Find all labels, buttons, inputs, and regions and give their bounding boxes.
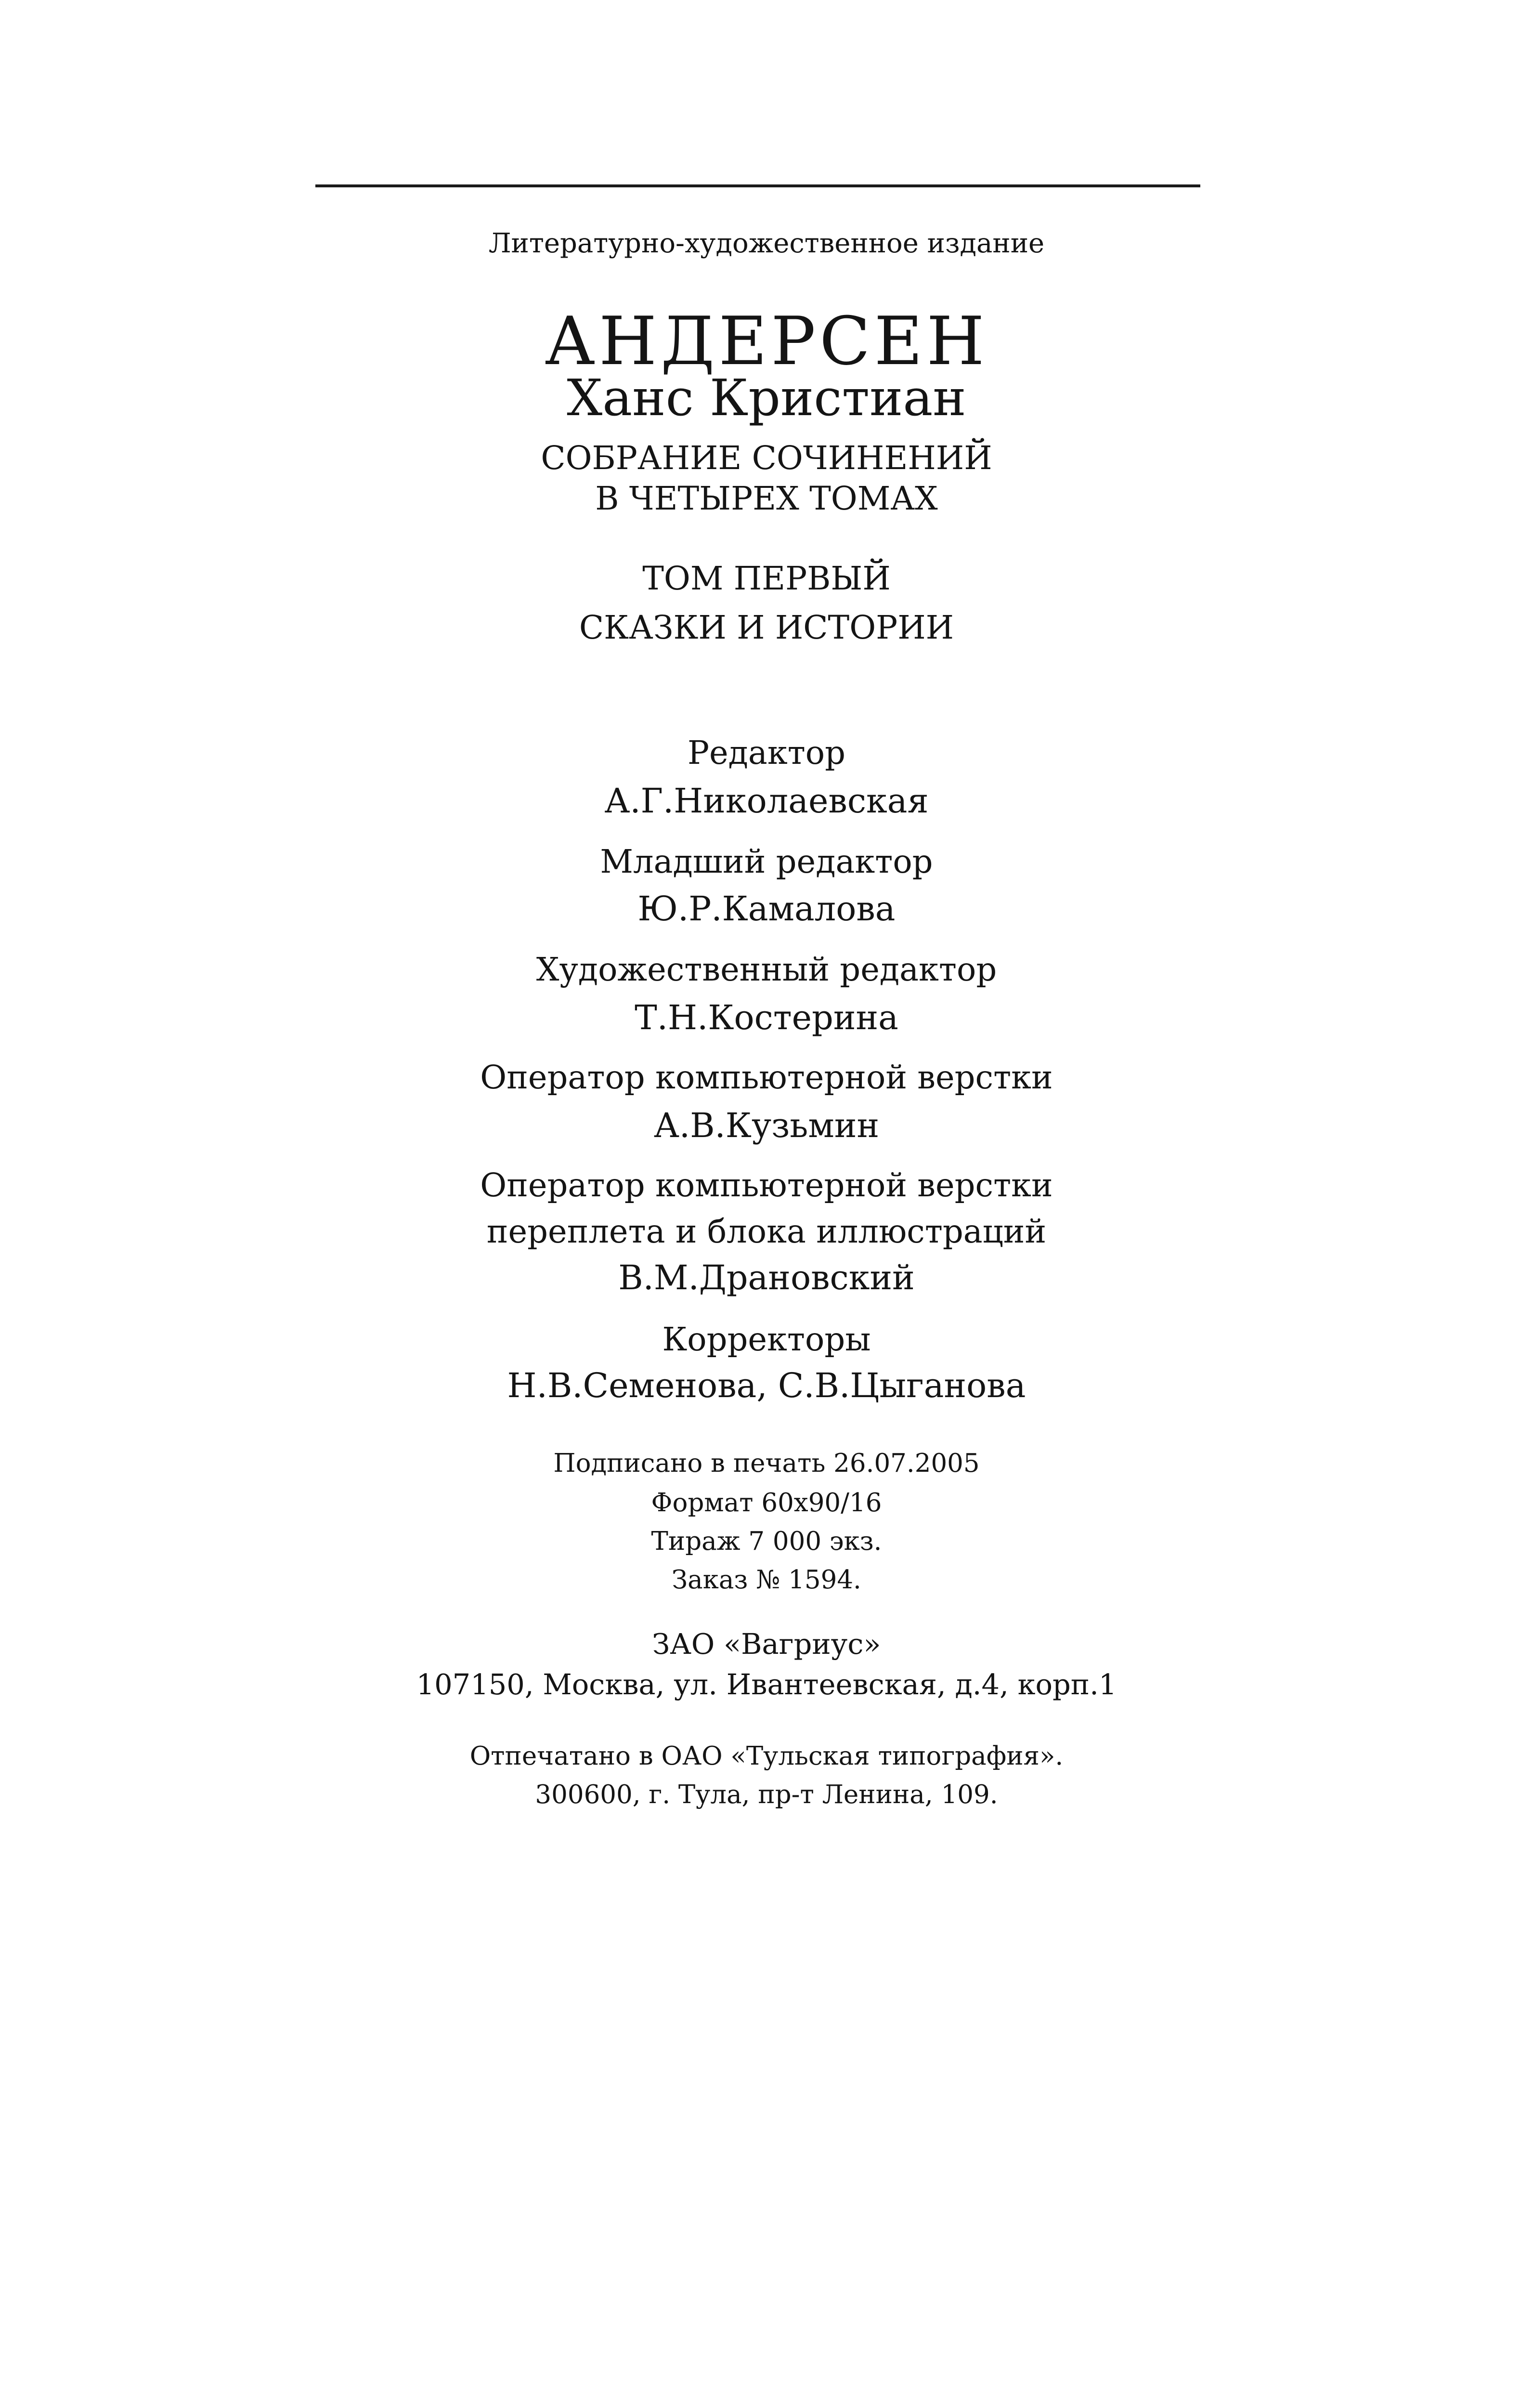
art-editor-role: Художественный редактор <box>536 951 997 988</box>
print-order: Заказ № 1594. <box>672 1565 861 1595</box>
collection-title-line1: СОБРАНИЕ СОЧИНЕНИЙ <box>541 439 992 477</box>
printer-line2: 300600, г. Тула, пр-т Ленина, 109. <box>535 1780 998 1809</box>
proofreaders-role: Корректоры <box>662 1321 871 1358</box>
printer-line1: Отпечатано в ОАО «Тульская типография». <box>469 1741 1064 1771</box>
editor-name: А.Г.Николаевская <box>604 781 929 821</box>
binding-operator-role-line1: Оператор компьютерной верстки <box>480 1166 1053 1204</box>
collection-title-line2: В ЧЕТЫРЕХ ТОМАХ <box>595 480 938 517</box>
proofreaders-names: Н.В.Семенова, С.В.Цыганова <box>507 1366 1026 1405</box>
publisher-name: ЗАО «Вагриус» <box>652 1627 881 1661</box>
print-format: Формат 60х90/16 <box>651 1488 882 1518</box>
print-run: Тираж 7 000 экз. <box>651 1527 882 1556</box>
junior-editor-name: Ю.Р.Камалова <box>637 889 896 929</box>
layout-operator-name: А.В.Кузьмин <box>653 1106 880 1145</box>
binding-operator-name: В.М.Драновский <box>618 1258 915 1297</box>
volume-title: СКАЗКИ И ИСТОРИИ <box>579 609 954 646</box>
junior-editor-role: Младший редактор <box>600 843 933 880</box>
edition-type: Литературно-художественное издание <box>488 228 1045 259</box>
author-name: Ханс Кристиан <box>567 368 966 427</box>
publisher-address: 107150, Москва, ул. Ивантеевская, д.4, корп.1 <box>416 1668 1117 1701</box>
print-signed-date: Подписано в печать 26.07.2005 <box>553 1449 980 1478</box>
top-rule <box>315 184 1200 187</box>
binding-operator-role-line2: переплета и блока иллюстраций <box>486 1213 1047 1250</box>
editor-role: Редактор <box>687 734 846 772</box>
volume-number: ТОМ ПЕРВЫЙ <box>642 560 891 597</box>
author-surname: АНДЕРСЕН <box>545 302 988 380</box>
layout-operator-role: Оператор компьютерной верстки <box>480 1059 1053 1096</box>
art-editor-name: Т.Н.Костерина <box>635 998 898 1037</box>
